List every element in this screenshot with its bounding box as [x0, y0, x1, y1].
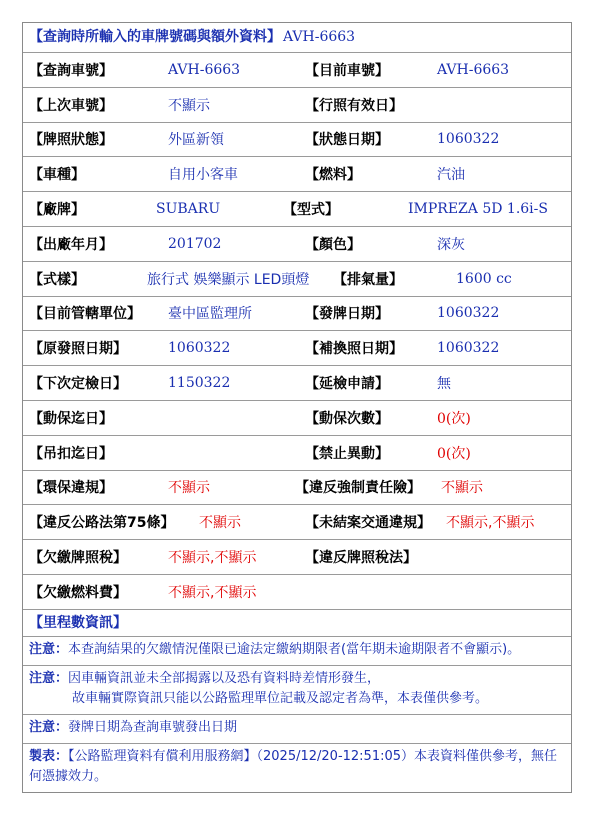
note-compiled-by-label: 製表： — [29, 748, 69, 764]
note-compiled-by — [23, 744, 571, 792]
value-model: IMPREZA 5D 1.6i-S — [408, 201, 548, 218]
label-manufacture-date: 【出廠年月】 — [29, 236, 113, 253]
label-suspension-expiry: 【吊扣迄日】 — [29, 445, 113, 462]
value-current-plate: AVH-6663 — [437, 61, 510, 78]
row-unpaid-fuel-fee — [23, 575, 571, 610]
query-header-plate: AVH-6663 — [283, 29, 356, 45]
value-status-date: 1060322 — [437, 131, 500, 148]
row-original-license-date — [23, 331, 571, 366]
value-displacement: 1600 cc — [456, 270, 512, 287]
label-jurisdiction: 【目前管轄單位】 — [29, 306, 141, 323]
note-unpaid-scope-label: 注意： — [29, 641, 69, 657]
note-data-disclaimer-label: 注意： — [29, 670, 69, 686]
label-license-tax-violation: 【違反牌照稅法】 — [305, 550, 417, 567]
label-license-valid-date: 【行照有效日】 — [305, 97, 403, 114]
label-fuel: 【燃料】 — [305, 167, 361, 184]
label-issue-date: 【發牌日期】 — [305, 306, 389, 323]
label-highway-act-75: 【違反公路法第75條】 — [29, 515, 175, 532]
label-brand: 【廠牌】 — [29, 202, 85, 219]
row-previous-plate — [23, 88, 571, 123]
value-reissue-date: 1060322 — [437, 340, 500, 357]
label-lien-expiry: 【動保迄日】 — [29, 410, 113, 427]
value-color: 深灰 — [437, 236, 465, 253]
label-inspection-extension: 【延檢申請】 — [305, 376, 389, 393]
label-transfer-prohibited: 【禁止異動】 — [305, 445, 389, 462]
row-unpaid-license-tax — [23, 540, 571, 575]
label-vehicle-type: 【車種】 — [29, 167, 85, 184]
label-current-plate: 【目前車號】 — [305, 62, 389, 79]
label-lien-count: 【動保次數】 — [305, 410, 389, 427]
value-unpaid-fuel-fee: 不顯示,不顯示 — [168, 584, 257, 601]
label-model: 【型式】 — [283, 202, 339, 219]
row-style — [23, 262, 571, 297]
label-unpaid-fuel-fee: 【欠繳燃料費】 — [29, 584, 127, 601]
note-data-disclaimer-line2: 故車輛實際資訊只能以公路監理單位記載及認定者為準，本表僅供參考。 — [72, 690, 489, 706]
query-header-title: 【查詢時所輸入的車牌號碼與額外資料】 — [29, 29, 281, 45]
value-environmental-violation: 不顯示 — [168, 480, 210, 497]
label-unpaid-license-tax: 【欠繳牌照稅】 — [29, 550, 127, 567]
label-style: 【式樣】 — [29, 271, 85, 288]
label-plate-status: 【牌照狀態】 — [29, 132, 113, 149]
label-reissue-date: 【補換照日期】 — [305, 341, 403, 358]
note-unpaid-scope-text: 本查詢結果的欠繳情況僅限已逾法定繳納期限者(當年期未逾期限者不會顯示)。 — [68, 641, 521, 657]
row-vehicle-type — [23, 157, 571, 192]
row-lien-expiry — [23, 401, 571, 436]
note-unpaid-scope — [23, 637, 571, 666]
note-issue-date-label: 注意： — [29, 719, 69, 735]
label-compulsory-insurance-violation: 【違反強制責任險】 — [295, 480, 421, 497]
value-unsettled-traffic-violation: 不顯示,不顯示 — [446, 515, 535, 532]
row-next-inspection — [23, 366, 571, 401]
mileage-section-heading: 【里程數資訊】 — [23, 610, 571, 637]
row-highway-act-75 — [23, 505, 571, 540]
value-brand: SUBARU — [156, 201, 221, 218]
value-compulsory-insurance-violation: 不顯示 — [441, 480, 483, 497]
note-compiled-by-text: 【公路監理資料有償利用服務網】（2025/12/20-12:51:05）本表資料僅供參考，無任何憑據效力。 — [29, 748, 558, 784]
value-style: 旅行式 娛樂顯示 LED頭燈 — [147, 271, 310, 288]
label-original-license-date: 【原發照日期】 — [29, 341, 127, 358]
value-manufacture-date: 201702 — [168, 235, 222, 252]
label-query-plate: 【查詢車號】 — [29, 62, 113, 79]
note-data-disclaimer — [23, 666, 571, 715]
row-plate-status — [23, 123, 571, 158]
row-jurisdiction — [23, 297, 571, 332]
value-query-plate: AVH-6663 — [168, 61, 241, 78]
value-jurisdiction: 臺中區監理所 — [168, 306, 252, 323]
label-environmental-violation: 【環保違規】 — [29, 480, 113, 497]
label-next-inspection: 【下次定檢日】 — [29, 376, 127, 393]
value-lien-count: 0(次) — [437, 410, 471, 427]
value-fuel: 汽油 — [437, 167, 465, 184]
row-suspension-expiry — [23, 436, 571, 471]
label-displacement: 【排氣量】 — [333, 271, 403, 288]
label-color: 【顏色】 — [305, 236, 361, 253]
value-transfer-prohibited: 0(次) — [437, 445, 471, 462]
row-environmental-violation — [23, 471, 571, 506]
value-issue-date: 1060322 — [437, 305, 500, 322]
vehicle-info-table — [22, 22, 572, 793]
row-brand — [23, 192, 571, 227]
value-unpaid-license-tax: 不顯示,不顯示 — [168, 550, 257, 567]
label-previous-plate: 【上次車號】 — [29, 97, 113, 114]
note-issue-date — [23, 715, 571, 744]
row-manufacture-date — [23, 227, 571, 262]
row-query-plate — [23, 53, 571, 88]
value-highway-act-75: 不顯示 — [199, 515, 241, 532]
value-plate-status: 外區新領 — [168, 132, 224, 149]
value-inspection-extension: 無 — [437, 376, 451, 393]
label-unsettled-traffic-violation: 【未結案交通違規】 — [305, 515, 431, 532]
value-original-license-date: 1060322 — [168, 340, 231, 357]
query-header — [23, 23, 571, 53]
note-issue-date-text: 發牌日期為查詢車號發出日期 — [68, 719, 238, 735]
value-next-inspection: 1150322 — [168, 375, 231, 392]
note-data-disclaimer-line1: 因車輛資訊並未全部揭露以及恐有資料時差情形發生， — [68, 670, 381, 686]
value-previous-plate: 不顯示 — [168, 97, 210, 114]
label-status-date: 【狀態日期】 — [305, 132, 389, 149]
value-vehicle-type: 自用小客車 — [168, 167, 238, 184]
